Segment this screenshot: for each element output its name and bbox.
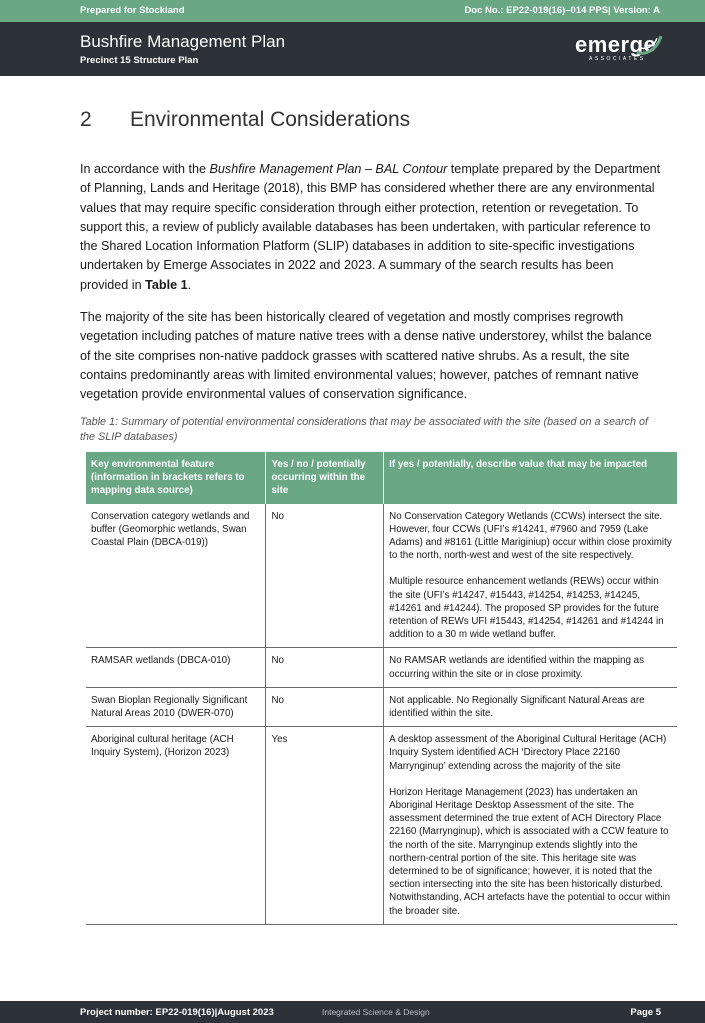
- logo-subtext: ASSOCIATES: [589, 56, 646, 62]
- page-number: Page 5: [630, 1007, 661, 1018]
- paragraph-text: In accordance with the: [80, 162, 210, 176]
- feature-cell: Swan Bioplan Regionally Significant Natural Areas 2010 (DWER-070): [86, 687, 266, 726]
- document-subtitle: Precinct 15 Structure Plan: [80, 55, 199, 66]
- logo-wordmark: emerge: [575, 32, 657, 57]
- page-footer: [0, 1001, 705, 1023]
- description-cell: [384, 687, 677, 726]
- description-cell: [384, 504, 677, 648]
- description-text: Horizon Heritage Management (2023) has undertaken an Aboriginal Heritage Desktop Assessment of the site. The assessment determined the true extent of ACH Directory Place 22160 (Marrynginup), which is associated with a CCW feature to the north of the site. Marrynginup extends slightly into the northern-central portion of the site. This heritage site was determined to be of significance; however, it is noted that the section intersecting into the site has been historically disturbed. Notwithstanding, ACH artefacts have the potential to occur within the broader site.: [389, 786, 671, 917]
- site-description-paragraph: The majority of the site has been historically cleared of vegetation and mostly comprises regrowth vegetation including patches of mature native trees with a dense native understorey, whilst the balance of the site comprises non-native paddock grasses with scattered native shrubs. As a result, the site contains predominantly areas with limited environmental values; however, patches of remnant native vegetation provide environmental values of conservation significance.: [80, 310, 652, 402]
- paragraph-text: .: [187, 277, 192, 292]
- document-title: Bushfire Management Plan: [80, 32, 286, 51]
- occurrence-cell: No: [266, 504, 384, 648]
- description-text: Multiple resource enhancement wetlands (REWs) occur within the site (UFI’s #14247, #15443, #14254, #14253, #14245, #14261 and #14244). The proposed SP provides for the future retention of REWs UFI #15443, #14254, #14261 and #14244 in addition to a 30 m wide wetland buffer.: [389, 576, 664, 641]
- paragraph-text: template prepared by the Department of Planning, Lands and Heritage (2018), this BMP has considered whether there are any environmental values that may require specific consideration through either protection, retention or revegetation. To support this, a review of publicly available databases has been undertaken, with particular reference to the Shared Location Information Platform (SLIP) databases in addition to site-specific investigations undertaken by Emerge Associates in 2022 and 2023. A summary of the search results has been provided in: [80, 162, 661, 292]
- occurrence-cell: No: [266, 648, 384, 687]
- description-text: A desktop assessment of the Aboriginal Cultural Heritage (ACH) Inquiry System identified ACH ‘Directory Place 22160 Marrynginup’ extending across the majority of the site: [389, 734, 667, 772]
- column-header: If yes / potentially, describe value that may be impacted: [384, 452, 677, 504]
- section-number: 2: [80, 108, 92, 131]
- prepared-for-label: Prepared for Stockland: [80, 5, 185, 16]
- document-header: [0, 22, 705, 76]
- logo-swoosh-icon: [633, 30, 665, 60]
- feature-cell: Aboriginal cultural heritage (ACH Inquiry System), (Horizon 2023): [86, 727, 266, 925]
- template-name: Bushfire Management Plan – BAL Contour: [209, 162, 448, 176]
- description-text: No RAMSAR wetlands are identified within the mapping as occurring within the site or in close proximity.: [389, 655, 644, 680]
- description-text: No Conservation Category Wetlands (CCWs) intersect the site. However, four CCWs (UFI’s #14241, #7960 and 7959 (Lake Adams) and #8161 (Little Mariginiup) occur within close proximity to the north, north-west and west of the site respectively.: [389, 510, 672, 562]
- doc-number-label: Doc No.: EP22-019(16)–014 PPS| Version: A: [464, 5, 660, 16]
- column-header: Yes / no / potentially occurring within the site: [266, 452, 384, 504]
- project-number: Project number: EP22-019(16)|August 2023: [80, 1007, 274, 1018]
- intro-paragraph: [80, 160, 665, 295]
- description-cell: [384, 648, 677, 687]
- table-row: [86, 727, 677, 925]
- table-row: [86, 687, 677, 726]
- table-reference: Table 1: [145, 277, 188, 292]
- description-cell: [384, 727, 677, 925]
- feature-cell: Conservation category wetlands and buffer (Geomorphic wetlands, Swan Coastal Plain (DBCA-019)): [86, 504, 266, 648]
- table-caption: Table 1: Summary of potential environmental considerations that may be associated with the site (based on a search of the SLIP databases): [80, 416, 648, 443]
- column-header: Key environmental feature (information in brackets refers to mapping data source): [86, 452, 266, 504]
- feature-cell: RAMSAR wetlands (DBCA-010): [86, 648, 266, 687]
- footer-tagline: Integrated Science & Design: [322, 1007, 430, 1017]
- table-row: [86, 504, 677, 648]
- section-title: Environmental Considerations: [130, 108, 411, 131]
- table-row: [86, 648, 677, 687]
- section-heading: [80, 108, 410, 132]
- emerge-logo: [575, 30, 665, 68]
- occurrence-cell: Yes: [266, 727, 384, 925]
- table-header-row: [86, 452, 677, 504]
- description-text: Not applicable. No Regionally Significant Natural Areas are identified within the site.: [389, 694, 645, 720]
- environmental-considerations-table: [86, 452, 677, 925]
- top-strip: [0, 0, 705, 22]
- occurrence-cell: No: [266, 687, 384, 726]
